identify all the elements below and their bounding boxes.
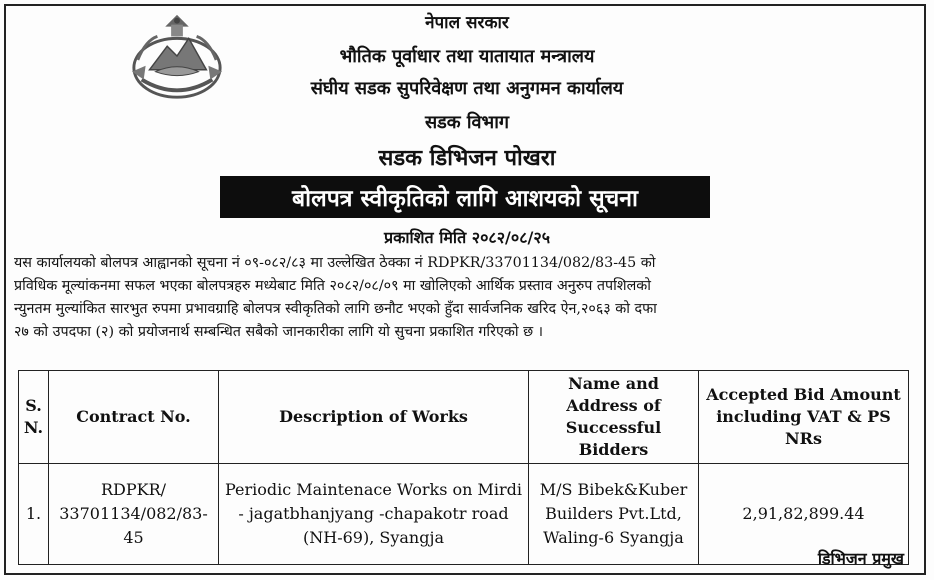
cell-amount: 2,91,82,899.44 bbox=[699, 464, 909, 565]
notice-body-line: न्युनतम मुल्यांकित सारभुत रुपमा प्रभावग्राहि बोलपत्र स्वीकृतिको लागि छनौट भएको हुँदा सार्वजनिक खरिद ऐन,२०६३ को दफा bbox=[14, 301, 657, 317]
notice-title: बोलपत्र स्वीकृतिको लागि आशयको सूचना bbox=[220, 176, 710, 218]
cell-contract-no: RDPKR/ 33701134/082/83-45 bbox=[49, 464, 219, 565]
office-name: संघीय सडक सुपरिवेक्षण तथा अनुगमन कार्यालय bbox=[310, 78, 624, 99]
header-description: Description of Works bbox=[219, 371, 529, 464]
cell-sn: 1. bbox=[19, 464, 49, 565]
table-header-row bbox=[19, 371, 909, 464]
government-name: नेपाल सरकार bbox=[425, 13, 509, 33]
division-name: सडक डिभिजन पोखरा bbox=[378, 145, 556, 171]
bid-table bbox=[18, 370, 909, 565]
notice-body bbox=[14, 252, 920, 344]
department-name: सडक विभाग bbox=[424, 112, 509, 133]
table-row bbox=[19, 464, 909, 565]
notice-body-line: प्रविधिक मूल्यांकनमा सफल भएका बोलपत्रहरु मध्येबाट मिति २०८२/०८/०९ मा खोलिएको आर्थिक प्रस्ताव अनुरुप तपशिलको bbox=[14, 278, 651, 294]
cell-bidder: M/S Bibek&Kuber Builders Pvt.Ltd, Waling-6 Syangja bbox=[529, 464, 699, 565]
notice-body-line: २७ को उपदफा (२) को प्रयोजनार्थ सम्बन्धित सबैको जानकारीका लागि यो सुचना प्रकाशित गरिएको छ । bbox=[14, 324, 544, 340]
header-bidder: Name and Address of Successful Bidders bbox=[529, 371, 699, 464]
header-sn: S. N. bbox=[19, 371, 49, 464]
cell-description: Periodic Maintenace Works on Mirdi - jagatbhanjyang -chapakotr road (NH-69), Syangja bbox=[219, 464, 529, 565]
published-date: प्रकाशित मिति २०८२/०८/२५ bbox=[383, 228, 551, 247]
header-amount: Accepted Bid Amount including VAT & PS NRs bbox=[699, 371, 909, 464]
signature: डिभिजन प्रमुख bbox=[817, 549, 904, 568]
notice-body-line: यस कार्यालयको बोलपत्र आह्वानको सूचना नं ०९-०८२/८३ मा उल्लेखित ठेक्का नं RDPKR/33701134/082/83-45 को bbox=[14, 255, 656, 271]
header-contract-no: Contract No. bbox=[49, 371, 219, 464]
ministry-name: भौतिक पूर्वाधार तथा यातायात मन्त्रालय bbox=[339, 46, 595, 67]
